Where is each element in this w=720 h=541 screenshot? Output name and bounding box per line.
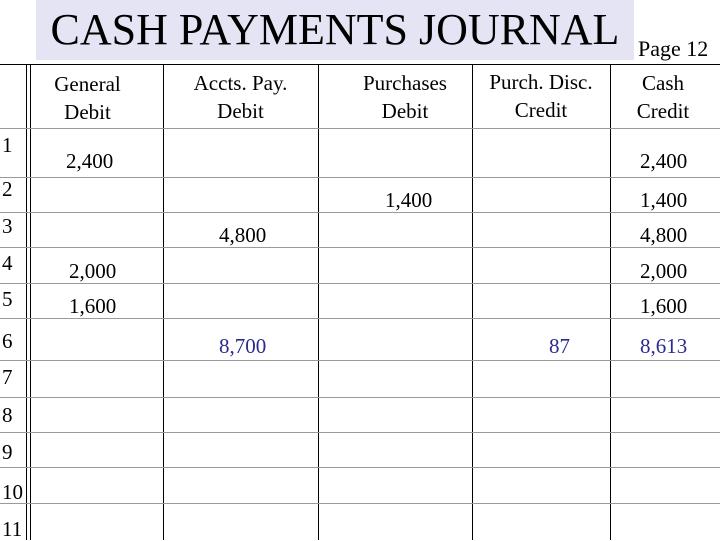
grid-hline [0,212,720,213]
grid-hline [0,432,720,433]
entry-cash-credit: 4,800 [640,223,688,247]
grid-vline [26,64,27,540]
column-header-purch-disc-credit [472,68,610,124]
grid-vline [610,64,611,540]
column-header-accts-pay-debit [163,69,318,125]
row-number: 9 [2,440,13,464]
entry-general-debit: 2,000 [69,259,117,283]
grid-hline [0,360,720,361]
grid-hline [0,318,720,319]
entry-purchases-debit: 1,400 [385,188,433,212]
grid-hline [0,247,720,248]
grid-hline [0,467,720,468]
column-header-line: Credit [636,99,690,123]
column-header-line: Debit [217,99,264,123]
row-number: 3 [2,214,13,238]
column-header-line: Purch. Disc. [489,70,593,94]
grid-hline [0,128,720,129]
column-header-line: Cash [642,71,684,95]
total-purch-disc-credit: 87 [549,334,570,358]
row-number: 6 [2,329,13,353]
entry-cash-credit: 1,600 [640,294,688,318]
row-number: 11 [2,517,23,541]
column-header-cash-credit [612,69,714,125]
grid-vline [30,64,31,540]
entry-cash-credit: 1,400 [640,188,688,212]
entry-accts-pay-debit: 4,800 [219,223,267,247]
total-cash-credit: 8,613 [640,334,688,358]
row-number: 10 [2,480,23,504]
column-header-line: Credit [514,98,568,122]
row-number: 4 [2,251,13,275]
entry-cash-credit: 2,000 [640,259,688,283]
column-header-line: Purchases [363,71,447,95]
grid-vline [163,64,164,540]
entry-general-debit: 2,400 [66,149,114,173]
grid-hline [0,64,720,65]
page-number: Page 12 [638,36,709,61]
entry-general-debit: 1,600 [69,294,117,318]
grid-hline [0,397,720,398]
journal-title: CASH PAYMENTS JOURNAL [50,5,620,54]
column-header-general-debit [30,70,145,126]
grid-hline [0,503,720,504]
grid-vline [318,64,319,540]
column-header-purchases-debit [330,69,480,125]
row-number: 5 [2,287,13,311]
row-number: 1 [2,133,13,157]
row-number: 8 [2,403,13,427]
row-number: 2 [2,177,13,201]
column-header-line: Debit [381,99,429,123]
grid-hline [0,177,720,178]
column-header-line: Accts. Pay. [193,71,288,95]
entry-cash-credit: 2,400 [640,149,688,173]
grid-vline [472,64,473,540]
column-header-line: General [54,72,121,96]
row-number: 7 [2,365,13,389]
grid-hline [0,283,720,284]
column-header-line: Debit [64,100,111,124]
total-accts-pay-debit: 8,700 [219,334,267,358]
